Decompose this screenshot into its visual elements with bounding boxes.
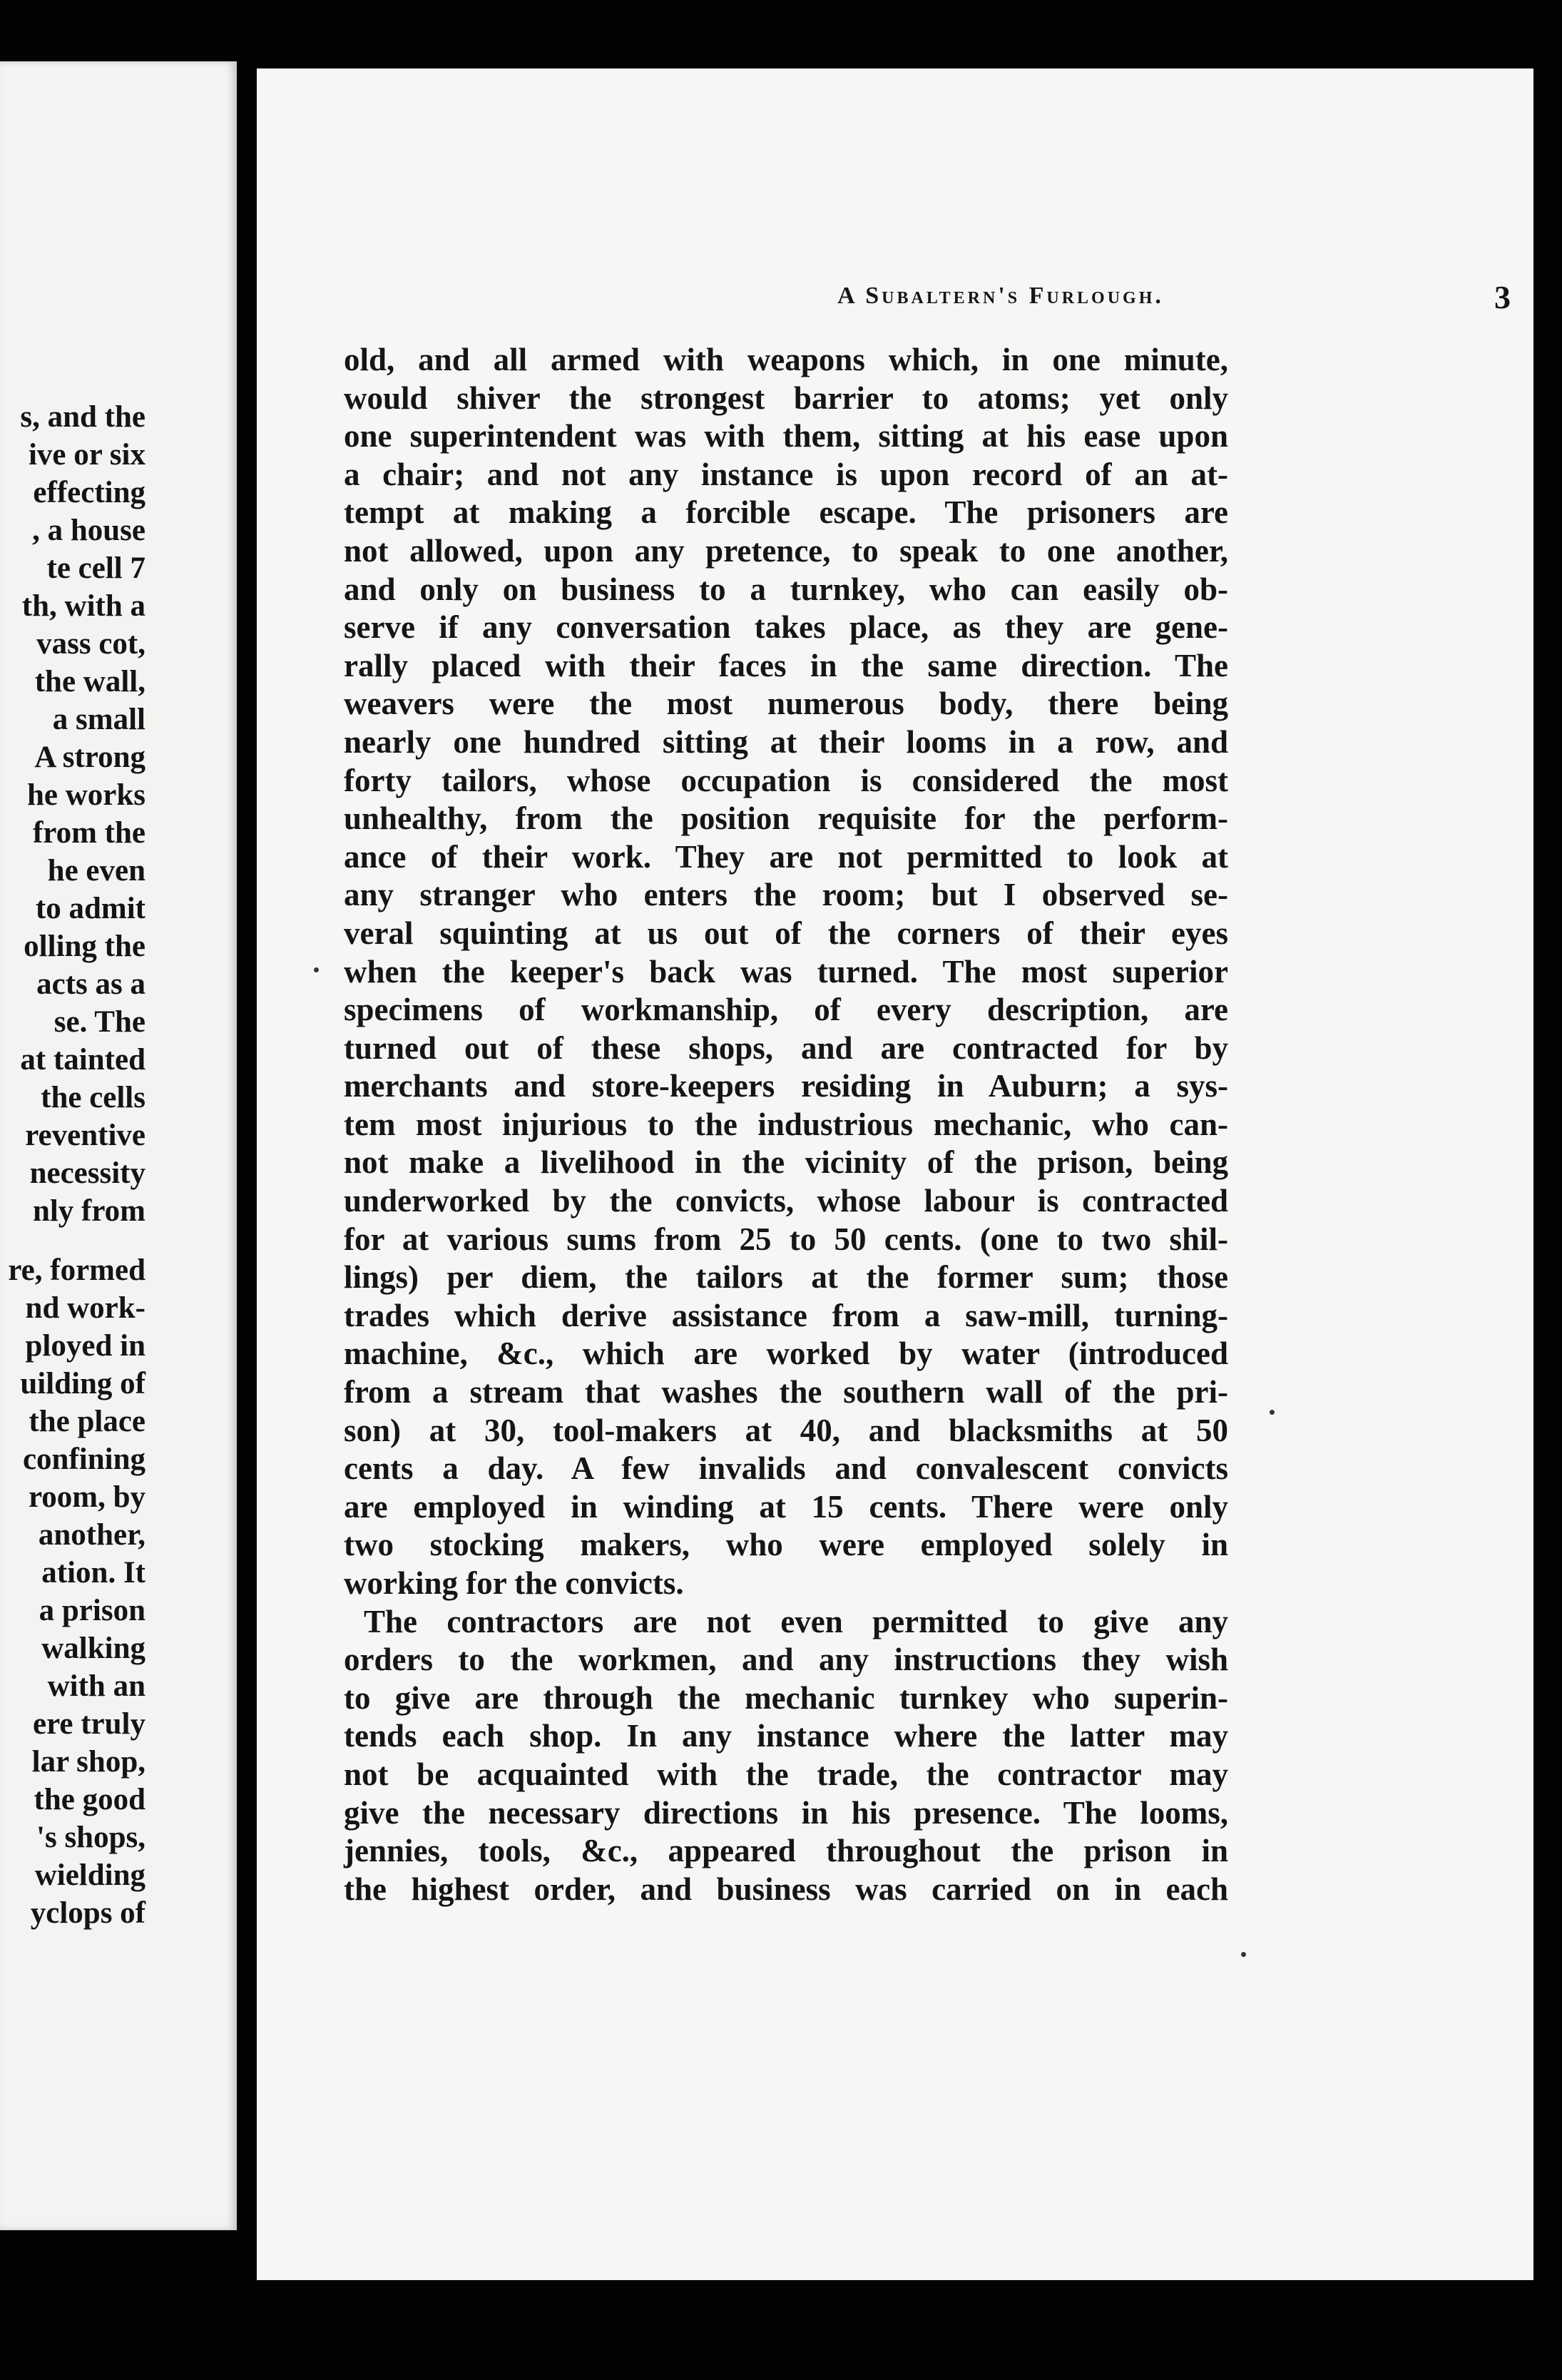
- text-line: working for the convicts.: [344, 1565, 684, 1601]
- text-line: not be acquainted with the trade, the contractor may: [344, 1756, 1228, 1792]
- left-line: ployed in: [25, 1329, 146, 1363]
- text-line: veral squinting at us out of the corners of their eyes: [344, 915, 1228, 951]
- left-line: 's shops,: [36, 1821, 146, 1854]
- left-line: s, and the: [20, 400, 146, 434]
- left-page: [0, 61, 237, 2230]
- ink-speck: [314, 967, 319, 972]
- left-line: yclops of: [30, 1896, 146, 1930]
- left-line: a prison: [39, 1594, 146, 1627]
- text-line: weavers were the most numerous body, there being: [344, 686, 1228, 722]
- left-line: olling the: [24, 930, 146, 963]
- left-line: acts as a: [36, 967, 146, 1001]
- text-line: nearly one hundred sitting at their looms in a row, and: [344, 723, 1228, 760]
- left-line: to admit: [35, 892, 146, 925]
- left-line: a small: [52, 703, 146, 736]
- text-line: tends each shop. In any instance where the latter may: [344, 1718, 1228, 1754]
- left-line: he even: [47, 854, 146, 888]
- left-line: effecting: [33, 476, 146, 509]
- left-line: the good: [34, 1783, 146, 1816]
- text-line: The contractors are not even permitted to give any: [364, 1603, 1228, 1639]
- left-line: the place: [29, 1405, 146, 1438]
- text-line: merchants and store-keepers residing in Auburn; a sys-: [344, 1068, 1228, 1104]
- text-line: trades which derive assistance from a saw-mill, turning-: [344, 1297, 1228, 1333]
- left-line: he works: [26, 778, 146, 812]
- text-line: when the keeper's back was turned. The most superior: [344, 953, 1228, 990]
- text-line: are employed in winding at 15 cents. There were only: [344, 1488, 1228, 1525]
- page-header: [548, 279, 1511, 325]
- text-line: specimens of workmanship, of every description, are: [344, 992, 1228, 1028]
- left-line: at tainted: [20, 1043, 146, 1077]
- text-line: two stocking makers, who were employed solely in: [344, 1527, 1228, 1563]
- body-text: [344, 341, 1228, 1908]
- text-line: would shiver the strongest barrier to atoms; yet only: [344, 380, 1228, 416]
- text-line: the highest order, and business was carried on in each: [344, 1871, 1228, 1907]
- left-line: the wall,: [34, 665, 146, 698]
- left-line: A strong: [34, 741, 146, 774]
- text-line: jennies, tools, &c., appeared throughout the prison in: [344, 1833, 1228, 1869]
- text-line: machine, &c., which are worked by water (introduced: [344, 1336, 1228, 1372]
- text-line: ance of their work. They are not permitted to look at: [344, 838, 1228, 875]
- text-line: son) at 30, tool-makers at 40, and blacksmiths at 50: [344, 1412, 1228, 1448]
- left-line: ive or six: [28, 438, 146, 472]
- text-line: cents a day. A few invalids and convalescent convicts: [344, 1450, 1228, 1487]
- text-line: not make a livelihood in the vicinity of the prison, being: [344, 1144, 1228, 1181]
- left-line: lar shop,: [31, 1745, 146, 1779]
- left-line: confining: [22, 1443, 146, 1476]
- left-line: re, formed: [8, 1253, 146, 1287]
- ink-speck: [1241, 1952, 1246, 1957]
- left-line: reventive: [25, 1119, 146, 1152]
- text-line: orders to the workmen, and any instructions they wish: [344, 1642, 1228, 1678]
- left-line: uilding of: [20, 1367, 146, 1400]
- left-line: from the: [32, 816, 146, 850]
- left-paragraph-gap: [8, 1230, 146, 1251]
- text-line: for at various sums from 25 to 50 cents. (one to two shil-: [344, 1221, 1228, 1257]
- left-line: the cells: [41, 1081, 146, 1114]
- text-line: turned out of these shops, and are contracted for by: [344, 1029, 1228, 1066]
- left-page-text: [8, 398, 146, 1932]
- left-line: necessity: [29, 1156, 146, 1190]
- right-page: [257, 68, 1533, 2280]
- text-line: lings) per diem, the tailors at the former sum; those: [344, 1259, 1228, 1296]
- text-line: serve if any conversation takes place, as they are gene-: [344, 609, 1228, 646]
- left-line: , a house: [32, 514, 146, 547]
- left-line: wielding: [34, 1858, 146, 1892]
- text-line: and only on business to a turnkey, who can easily ob-: [344, 571, 1228, 607]
- left-line: te cell 7: [46, 551, 146, 585]
- text-line: a chair; and not any instance is upon record of an at-: [344, 456, 1228, 492]
- left-line: another,: [38, 1518, 146, 1552]
- text-line: forty tailors, whose occupation is considered the most: [344, 762, 1228, 798]
- left-line: with an: [47, 1669, 146, 1703]
- text-line: unhealthy, from the position requisite for the perform-: [344, 800, 1228, 837]
- left-line: nd work-: [25, 1291, 146, 1325]
- text-line: old, and all armed with weapons which, in one minute,: [344, 342, 1228, 377]
- text-line: to give are through the mechanic turnkey who superin-: [344, 1679, 1228, 1716]
- left-line: room, by: [28, 1480, 146, 1514]
- text-line: underworked by the convicts, whose labour is contracted: [344, 1183, 1228, 1219]
- running-title: A Subaltern's Furlough.: [837, 283, 1164, 309]
- text-line: tem most injurious to the industrious mechanic, who can-: [344, 1106, 1228, 1142]
- text-line: from a stream that washes the southern wall of the pri-: [344, 1374, 1228, 1410]
- left-line: th, with a: [21, 589, 146, 623]
- ink-speck: [1270, 1410, 1275, 1415]
- left-line: ation. It: [41, 1556, 146, 1590]
- text-line: give the necessary directions in his presence. The looms,: [344, 1794, 1228, 1831]
- text-line: tempt at making a forcible escape. The prisoners are: [344, 494, 1228, 531]
- text-line: any stranger who enters the room; but I observed se-: [344, 877, 1228, 913]
- left-line: vass cot,: [36, 627, 146, 661]
- left-line: ere truly: [33, 1707, 146, 1741]
- page-number: 3: [1494, 279, 1511, 315]
- text-line: rally placed with their faces in the same direction. The: [344, 647, 1228, 683]
- text-line: one superintendent was with them, sitting at his ease upon: [344, 418, 1228, 454]
- left-line: se. The: [53, 1005, 146, 1039]
- left-line: walking: [41, 1632, 146, 1665]
- text-line: not allowed, upon any pretence, to speak to one another,: [344, 532, 1228, 569]
- left-line: nly from: [32, 1194, 146, 1228]
